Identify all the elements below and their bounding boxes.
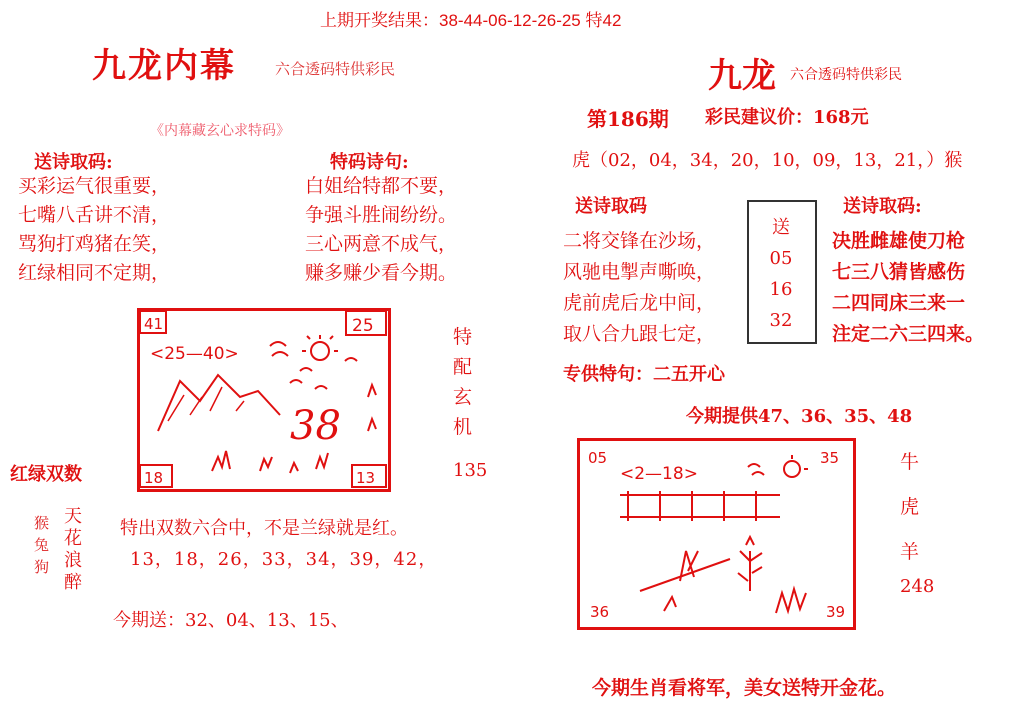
side-char: 虎 bbox=[900, 496, 920, 518]
right-side-number: 248 bbox=[900, 576, 935, 597]
send-number: 05 bbox=[769, 248, 793, 269]
zodiac-numbers-line: 虎（02，04，34，20，10，09，13，21，）猴 bbox=[572, 150, 963, 171]
left-box-range: <25—40> bbox=[150, 344, 239, 364]
left-sketch-box bbox=[137, 308, 391, 492]
poem-line: 虎前虎后龙中间， bbox=[563, 292, 716, 314]
left-sketch-drawing bbox=[140, 311, 388, 489]
poem-line: 决胜雌雄使刀枪 bbox=[832, 230, 966, 252]
right-side-vertical bbox=[900, 440, 930, 575]
send-number: 32 bbox=[769, 310, 793, 331]
left-poem-left bbox=[18, 172, 170, 288]
left-side-vertical bbox=[453, 322, 475, 442]
right-box-tl: 05 bbox=[588, 449, 608, 467]
left-box-bl: 18 bbox=[144, 469, 164, 487]
send-label: 送 bbox=[772, 217, 790, 238]
bottom-line: 今期生肖看将军，美女送特开金花。 bbox=[592, 677, 897, 699]
left-special-poem-heading: 特码诗句: bbox=[330, 152, 409, 173]
side-char: 玄 bbox=[453, 386, 473, 408]
side-char: 牛 bbox=[900, 451, 920, 473]
left-send-poem-heading: 送诗取码: bbox=[34, 152, 113, 173]
left-vertical-b bbox=[64, 506, 86, 594]
poem-line: 骂狗打鸡猪在笑， bbox=[18, 233, 171, 255]
poem-line: 二四同床三来一 bbox=[832, 292, 966, 314]
poem-line: 七三八猜皆感伤 bbox=[832, 261, 966, 283]
left-today-send: 今期送：32、04、13、15、 bbox=[113, 610, 349, 631]
red-green-label: 红绿双数 bbox=[10, 464, 82, 485]
right-sketch-box bbox=[577, 438, 856, 630]
right-sketch-drawing bbox=[580, 441, 853, 627]
right-subtitle: 六合透码特供彩民 bbox=[790, 67, 902, 83]
right-title: 九龙 bbox=[708, 56, 776, 96]
poem-line: 二将交锋在沙场， bbox=[563, 230, 716, 252]
right-box-bl: 36 bbox=[590, 603, 610, 621]
left-box-tr: 25 bbox=[352, 316, 374, 336]
left-poem-right bbox=[305, 172, 457, 288]
special-phrase: 专供特句：二五开心 bbox=[563, 364, 725, 385]
left-note: 《内幕藏玄心求特码》 bbox=[150, 123, 290, 139]
poem-line: 取八合九跟七定， bbox=[563, 323, 716, 345]
vert-char: 花 bbox=[64, 528, 82, 549]
right-box-br: 39 bbox=[826, 603, 846, 621]
right-send-heading-left: 送诗取码 bbox=[575, 196, 647, 217]
right-box-tr: 35 bbox=[820, 449, 840, 467]
left-numbers-line: 13，18，26，33，34，39，42， bbox=[130, 549, 438, 570]
vert-char: 浪 bbox=[64, 550, 82, 571]
left-side-number: 135 bbox=[453, 460, 488, 481]
issue-number: 第186期 bbox=[587, 107, 669, 131]
left-box-tl: 41 bbox=[144, 315, 164, 333]
suggested-price: 彩民建议价：168元 bbox=[705, 107, 869, 128]
left-subtitle: 六合透码特供彩民 bbox=[275, 60, 396, 78]
left-title: 九龙内幕 bbox=[92, 46, 236, 86]
poem-line: 注定二六三四来。 bbox=[832, 323, 985, 345]
vert-char: 狗 bbox=[34, 558, 50, 576]
vert-char: 醉 bbox=[64, 572, 82, 593]
left-special-line: 特出双数六合中，不是兰绿就是红。 bbox=[120, 518, 408, 539]
left-box-br: 13 bbox=[356, 469, 376, 487]
poem-line: 三心两意不成气， bbox=[305, 233, 458, 255]
right-poem-right bbox=[832, 226, 984, 350]
vert-char: 天 bbox=[64, 506, 82, 527]
provide-line: 今期提供47、36、35、48 bbox=[686, 406, 913, 427]
send-numbers-list bbox=[752, 212, 810, 336]
send-number: 16 bbox=[769, 279, 793, 300]
poem-line: 红绿相同不定期， bbox=[18, 262, 171, 284]
poem-line: 赚多赚少看今期。 bbox=[305, 262, 458, 284]
poem-line: 争强斗胜闹纷纷。 bbox=[305, 204, 458, 226]
poem-line: 白姐给特都不要， bbox=[305, 175, 458, 197]
poem-line: 风驰电掣声嘶唤， bbox=[563, 261, 716, 283]
right-box-range: <2—18> bbox=[620, 464, 698, 484]
side-char: 机 bbox=[453, 416, 473, 438]
poem-line: 买彩运气很重要， bbox=[18, 175, 171, 197]
vert-char: 兔 bbox=[34, 536, 50, 554]
vert-char: 猴 bbox=[34, 514, 50, 532]
left-vertical-a bbox=[34, 512, 54, 578]
left-box-big-number: 38 bbox=[290, 403, 341, 449]
side-char: 配 bbox=[453, 356, 473, 378]
poem-line: 七嘴八舌讲不清， bbox=[18, 204, 171, 226]
right-poem-left bbox=[563, 226, 715, 350]
last-draw-result: 上期开奖结果：38-44-06-12-26-25 特42 bbox=[320, 11, 622, 30]
side-char: 羊 bbox=[900, 541, 920, 563]
side-char: 特 bbox=[453, 326, 473, 348]
right-send-heading-right: 送诗取码: bbox=[843, 196, 922, 217]
